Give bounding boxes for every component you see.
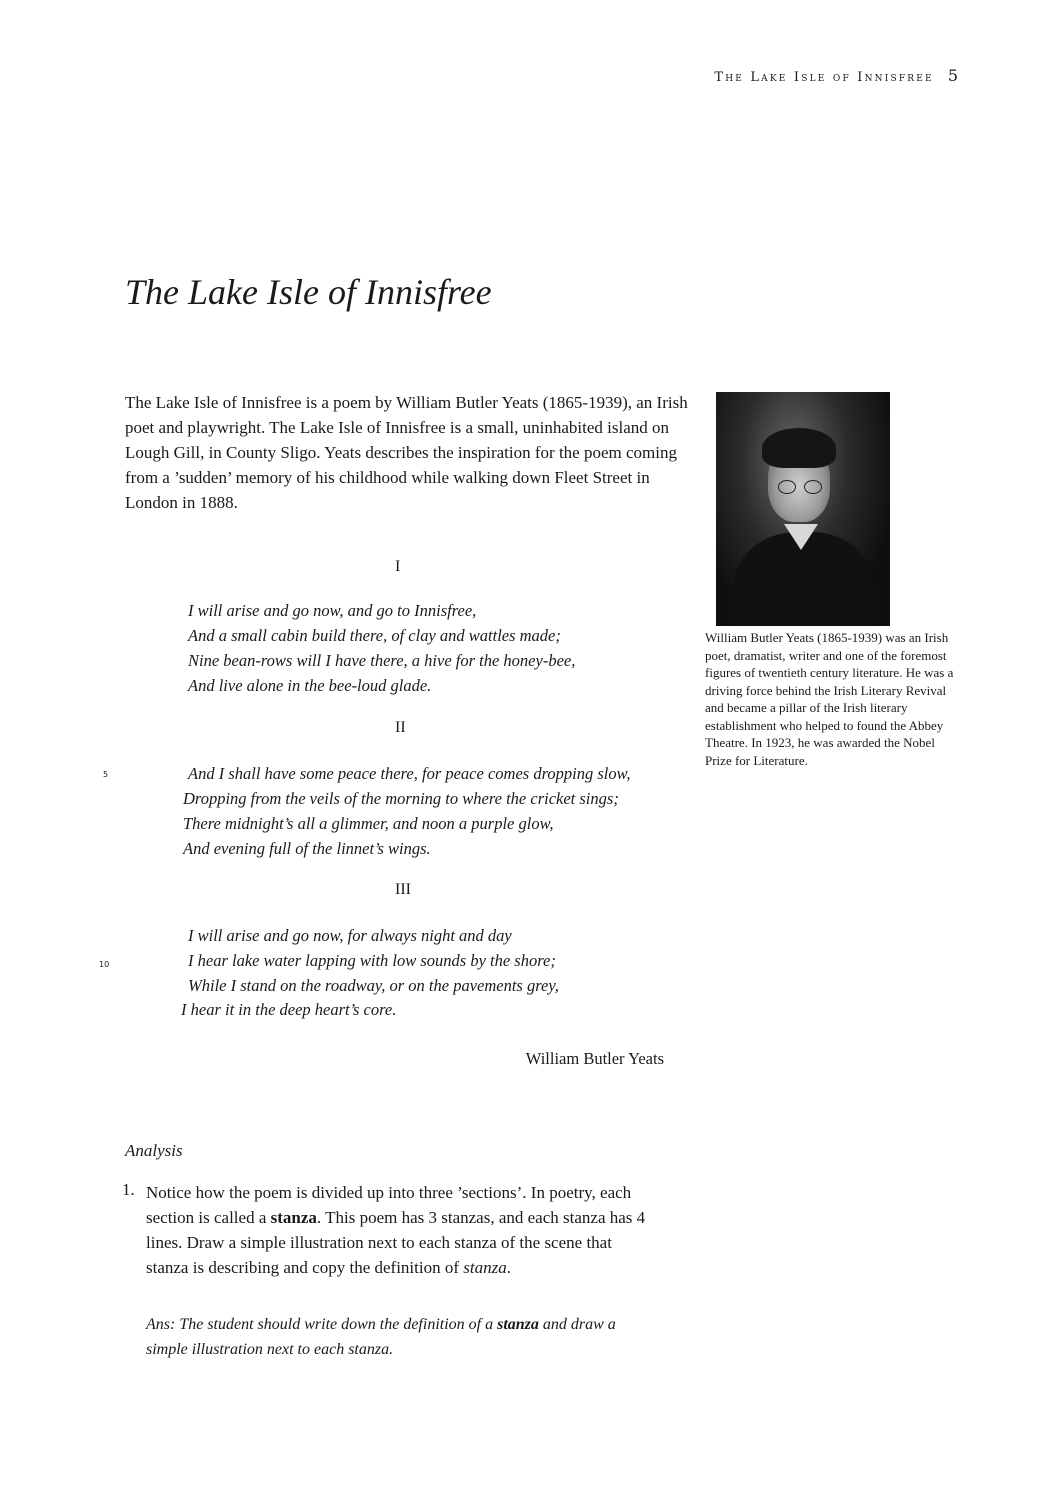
poem-line: And a small cabin build there, of clay and wattles made; [188, 626, 561, 645]
poem-line: Dropping from the veils of the morning to where the cricket sings; [183, 789, 619, 808]
page-number: 5 [947, 66, 958, 85]
running-title: The Lake Isle of Innisfree [714, 70, 934, 85]
italic-term-stanza: stanza [463, 1258, 507, 1277]
page-title: The Lake Isle of Innisfree [125, 272, 492, 312]
poem-line: I will arise and go now, for always night and day [188, 926, 512, 945]
poem-line: I hear it in the deep heart’s core. [181, 1000, 397, 1019]
portrait-hair-shape [762, 428, 836, 468]
question-text: Notice how the poem is divided up into three ’sections’. In poetry, each section is called a stanza. This poem has 3 stanzas, and each stanza has 4 lines. Draw a simple illustration next to each stanza of the scene that stanza is describing and copy the definition of stanza. [146, 1183, 646, 1277]
poem-line: I will arise and go now, and go to Innisfree, [188, 601, 477, 620]
poem-line: I hear lake water lapping with low sounds by the shore; [188, 951, 556, 970]
stanza-number-1: I [395, 558, 401, 575]
answer-text: Ans: The student should write down the definition of a stanza and draw a simple illustration next to each stanza. [146, 1316, 616, 1358]
question-number: 1. [122, 1180, 135, 1199]
poem-line: And I shall have some peace there, for peace comes dropping slow, [188, 764, 631, 783]
portrait-glasses-shape [776, 480, 824, 494]
line-number-10: 10 [99, 960, 110, 969]
poem-line: While I stand on the roadway, or on the pavements grey, [188, 976, 559, 995]
answer-bold-term: stanza [497, 1316, 539, 1333]
analysis-heading: Analysis [125, 1141, 183, 1160]
yeats-portrait-image [716, 392, 890, 626]
poem-line: And evening full of the linnet’s wings. [183, 839, 431, 858]
stanza-number-2: II [395, 719, 406, 736]
poem-author: William Butler Yeats [525, 1049, 664, 1068]
bold-term-stanza: stanza [270, 1208, 317, 1227]
line-number-5: 5 [103, 770, 109, 779]
portrait-body-shape [734, 532, 874, 626]
portrait-caption: William Butler Yeats (1865-1939) was an Irish poet, dramatist, writer and one of the foremost figures of twentieth century literature. He was a driving force behind the Irish Literary Revival and became a pillar of the Irish literary establishment who helped to found the Abbey Theatre. In 1923, he was awarded the Nobel Prize for Literature. [705, 630, 954, 768]
intro-paragraph: The Lake Isle of Innisfree is a poem by William Butler Yeats (1865-1939), an Irish poet and playwright. The Lake Isle of Innisfree is a small, uninhabited island on Lough Gill, in County Sligo. Yeats describes the inspiration for the poem coming from a ’sudden’ memory of his childhood while walking down Fleet Street in London in 1888. [125, 393, 688, 512]
running-header [714, 66, 958, 85]
poem-line: There midnight’s all a glimmer, and noon a purple glow, [183, 814, 554, 833]
stanza-number-3: III [395, 881, 411, 898]
poem-line: And live alone in the bee-loud glade. [188, 676, 432, 695]
poem-line: Nine bean-rows will I have there, a hive for the honey-bee, [188, 651, 576, 670]
